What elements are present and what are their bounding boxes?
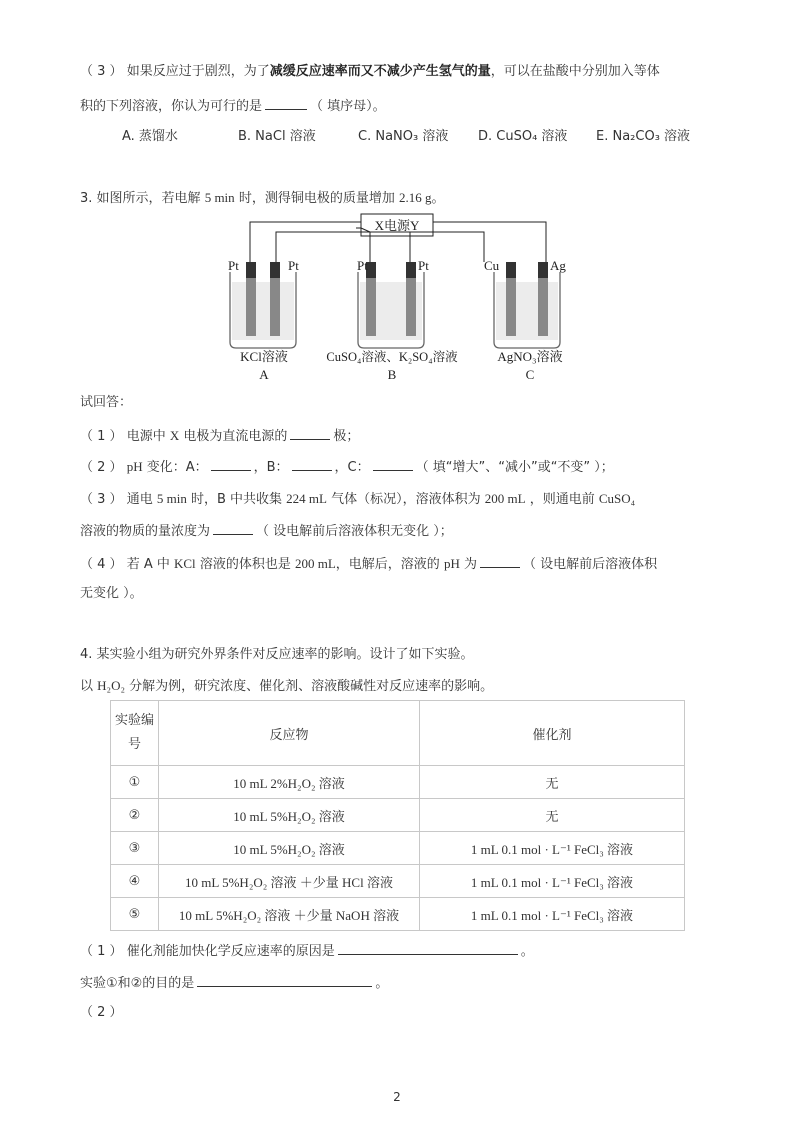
- answer-blank: [373, 456, 413, 471]
- text: 3. 如图所示，若电解: [80, 191, 201, 206]
- answer-blank: [480, 553, 520, 568]
- electrode-label: Pt: [288, 258, 299, 273]
- table-header-row: [111, 701, 685, 766]
- electrode-label: Pt: [418, 258, 429, 273]
- q3-part3-line1: [80, 62, 660, 82]
- q3-sub3-line2: [80, 520, 453, 542]
- cell-id: ①: [111, 766, 159, 799]
- option-b: B. NaCl 溶液: [238, 129, 316, 144]
- text: 为: [463, 557, 477, 572]
- beaker-c: [494, 262, 560, 348]
- text: 极；: [333, 429, 360, 444]
- text: 电源中: [126, 429, 166, 444]
- sub-number: （ 3 ）: [80, 64, 123, 79]
- text: 如果反应过于剧烈，为了: [126, 64, 270, 79]
- sub-number: （ 3 ）: [80, 492, 123, 507]
- table-row: [111, 832, 685, 865]
- cell-catalyst: 无: [420, 799, 685, 832]
- cell-reactant: 10 mL 5%H₂O₂ 溶液 ＋少量 HCl 溶液: [159, 865, 420, 898]
- cell-reactant: 10 mL 2%H₂O₂ 溶液: [159, 766, 420, 799]
- value: 2.16 g: [398, 190, 432, 205]
- beaker-b: [358, 262, 424, 348]
- text: 通电: [126, 492, 153, 507]
- header-cell: 反应物: [159, 701, 420, 766]
- value: 5 min: [156, 491, 187, 506]
- beaker-letter-c: C: [525, 367, 535, 382]
- text: 溶液的物质的量浓度为: [80, 524, 211, 539]
- text: 实验①和②的目的是: [80, 976, 195, 991]
- solution-label-a: KCl溶液: [240, 349, 288, 364]
- electrode-label: Ag: [550, 258, 566, 273]
- sub-number: （ 4 ）: [80, 557, 123, 572]
- table-row: [111, 898, 685, 931]
- q3-part3-line2: [80, 95, 386, 117]
- option-e: E. Na₂CO₃ 溶液: [596, 129, 691, 144]
- q3-sub4-line2: 无变化 ）。: [80, 586, 143, 601]
- text: （ 设电解前后溶液体积无变化 ）；: [256, 524, 453, 539]
- value: pH: [126, 459, 143, 474]
- value: X: [169, 428, 180, 443]
- value: H₂O₂: [97, 678, 125, 693]
- table-row: [111, 799, 685, 832]
- value: 200 mL: [484, 491, 526, 506]
- q3-sub3-line1: [80, 489, 635, 510]
- header-cell: 实验编号: [111, 701, 159, 766]
- cell-id: ⑤: [111, 898, 159, 931]
- text: 若 A 中: [126, 557, 170, 572]
- cell-id: ④: [111, 865, 159, 898]
- cell-catalyst: 1 mL 0.1 mol · L⁻¹ FeCl₃ 溶液: [420, 832, 685, 865]
- cell-catalyst: 1 mL 0.1 mol · L⁻¹ FeCl₃ 溶液: [420, 898, 685, 931]
- q4-sub1b: [80, 972, 388, 994]
- sub-number: （ 2 ）: [80, 460, 123, 475]
- answer-blank: [211, 456, 251, 471]
- answer-prompt: 试回答：: [80, 395, 133, 410]
- text: 。: [375, 976, 389, 991]
- q4-sub1: [80, 940, 534, 962]
- table-row: [111, 865, 685, 898]
- answer-blank: [265, 95, 307, 110]
- q3-sub4-line1: [80, 553, 657, 575]
- experiment-table: [110, 700, 685, 931]
- option-a: A. 蒸馏水: [122, 129, 178, 144]
- value: 200 mL: [294, 556, 336, 571]
- page-number: 2: [393, 1090, 401, 1104]
- q3-stem: [80, 188, 444, 209]
- cell-reactant: 10 mL 5%H₂O₂ 溶液 ＋少量 NaOH 溶液: [159, 898, 420, 931]
- value: KCl: [174, 556, 196, 571]
- answer-blank: [213, 520, 253, 535]
- text: ，B：: [253, 460, 289, 475]
- electrode-label: Cu: [484, 258, 500, 273]
- value: 5 min: [204, 190, 235, 205]
- text: ，则通电前: [529, 492, 595, 507]
- table-row: [111, 766, 685, 799]
- text: 以: [80, 679, 94, 694]
- value: 224 mL: [286, 491, 327, 506]
- header-cell: 催化剂: [420, 701, 685, 766]
- text: 分解为例，研究浓度、催化剂、溶液酸碱性对反应速率的影响。: [129, 679, 494, 694]
- cell-id: ②: [111, 799, 159, 832]
- text: 积的下列溶液，你认为可行的是: [80, 99, 263, 114]
- text: 时，B 中共收集: [190, 492, 283, 507]
- text: ，电解后，溶液的: [335, 557, 440, 572]
- power-source-label: X电源Y: [374, 218, 420, 233]
- q3-part3-options: [122, 127, 690, 147]
- cell-reactant: 10 mL 5%H₂O₂ 溶液: [159, 799, 420, 832]
- beaker-letter-a: A: [259, 367, 269, 382]
- option-c: C. NaNO₃ 溶液: [358, 129, 449, 144]
- cell-reactant: 10 mL 5%H₂O₂ 溶液: [159, 832, 420, 865]
- sub-number: （ 1 ）: [80, 944, 123, 959]
- solution-label-c: AgNO₃溶液: [497, 349, 563, 364]
- value: CuSO₄: [598, 491, 636, 506]
- answer-blank: [290, 425, 330, 440]
- text: （ 设电解前后溶液体积: [522, 557, 658, 572]
- text: 气体（标况），溶液体积为: [331, 492, 481, 507]
- sub-number: （ 1 ）: [80, 429, 123, 444]
- answer-blank: [338, 940, 518, 955]
- q4-line2: [80, 676, 493, 697]
- text: 。: [431, 191, 445, 206]
- electrode-label: Pt: [228, 258, 239, 273]
- text: 。: [520, 944, 534, 959]
- cell-catalyst: 1 mL 0.1 mol · L⁻¹ FeCl₃ 溶液: [420, 865, 685, 898]
- text: 溶液的体积也是: [199, 557, 291, 572]
- value: pH: [443, 556, 460, 571]
- text: 时，测得铜电极的质量增加: [238, 191, 395, 206]
- solution-label-b: CuSO₄溶液、K₂SO₄溶液: [326, 350, 458, 364]
- q3-sub1: [80, 425, 359, 447]
- q4-stem: 4. 某实验小组为研究外界条件对反应速率的影响。设计了如下实验。: [80, 647, 474, 662]
- text: 变化：A：: [146, 460, 208, 475]
- beaker-letter-b: B: [387, 367, 397, 382]
- option-d: D. CuSO₄ 溶液: [478, 129, 568, 144]
- text: ，C：: [334, 460, 370, 475]
- electrolysis-figure: [220, 210, 580, 388]
- text: ，可以在盐酸中分别加入等体: [490, 64, 660, 79]
- cell-id: ③: [111, 832, 159, 865]
- cell-catalyst: 无: [420, 766, 685, 799]
- answer-blank: [292, 456, 332, 471]
- text: 电极为直流电源的: [183, 429, 288, 444]
- electrode-label: Pt: [357, 258, 368, 273]
- q3-sub2: [80, 456, 614, 478]
- text: （ 填“增大”、“减小”或“不变” ）；: [415, 460, 614, 475]
- beaker-a: [230, 262, 296, 348]
- text: 催化剂能加快化学反应速率的原因是: [126, 944, 335, 959]
- emphasis-text: 减缓反应速率而又不减少产生氢气的量: [269, 64, 491, 79]
- q4-sub2: （ 2 ）: [80, 1005, 123, 1020]
- answer-blank: [197, 972, 372, 987]
- text: （ 填序母）。: [310, 99, 386, 114]
